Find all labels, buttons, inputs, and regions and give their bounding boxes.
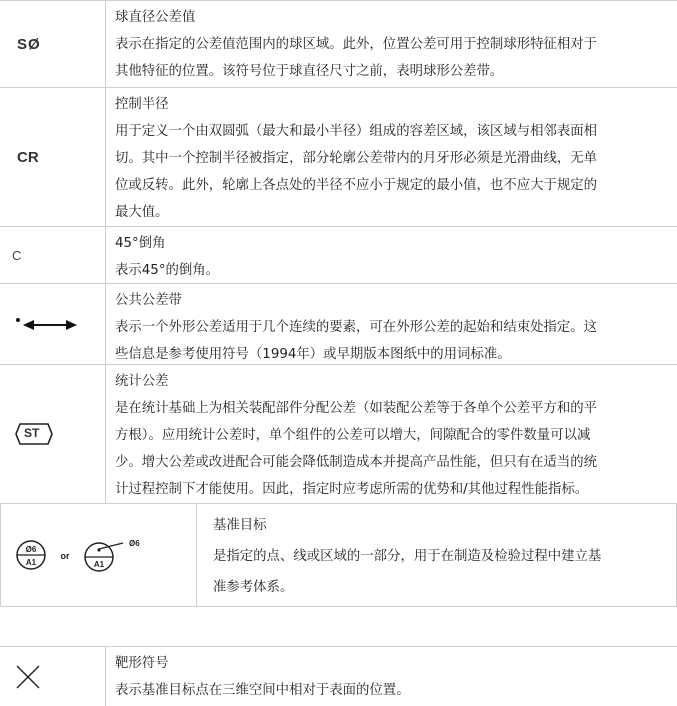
row-line: 方根）。应用统计公差时，单个组件的公差可以增大，间隙配合的零件数量可以减 [115, 428, 591, 443]
row-title: 靶形符号 [115, 656, 169, 671]
row-line: 少。增大公差或改进配合可能会降低制造成本并提高产品性能，但只有在适当的统 [115, 455, 598, 470]
symbol-cell [0, 1, 106, 87]
table-row [0, 364, 677, 503]
chamfer-symbol: C [12, 247, 22, 263]
datum-left-label: A1 [25, 558, 37, 567]
row-title: 基准目标 [213, 518, 267, 533]
row-line: 准参考体系。 [213, 580, 294, 595]
row-line: 位或反转。此外，轮廓上各点处的半径不应小于规定的最小值，也不应大于规定的 [115, 178, 598, 193]
symbol-cell [1, 504, 197, 606]
datum-left-value: Ø6 [25, 545, 37, 554]
description-cell [115, 230, 673, 284]
description-cell [115, 368, 673, 503]
table-row [0, 87, 677, 226]
description-cell [115, 650, 673, 704]
row-title: 45°倒角 [115, 236, 166, 251]
datum-target-icon [11, 535, 161, 575]
row-line: 表示在指定的公差值范围内的球区域。此外，位置公差可用于控制球形特征相对于 [115, 37, 598, 52]
symbol-cell [0, 227, 106, 283]
row-line: 切。其中一个控制半径被指定，部分轮廓公差带内的月牙形必须是光滑曲线，无单 [115, 151, 598, 166]
controlled-radius-symbol: CR [17, 148, 39, 166]
symbol-cell [0, 284, 106, 364]
row-line: 是在统计基础上为相关装配部件分配公差（如装配公差等于各单个公差平方和的平 [115, 401, 598, 416]
row-line: 些信息是参考使用符号（1994年）或早期版本图纸中的用词标准。 [115, 347, 511, 362]
row-line: 用于定义一个由双圆弧（最大和最小半径）组成的容差区域，该区域与相邻表面相 [115, 124, 598, 139]
row-line: 表示45°的倒角。 [115, 263, 220, 278]
table-row [0, 0, 677, 87]
row-title: 公共公差带 [115, 293, 182, 308]
row-title: 统计公差 [115, 374, 169, 389]
symbol-cell [0, 647, 106, 706]
table-row [0, 646, 677, 706]
description-cell [115, 91, 673, 226]
datum-or-label: or [60, 551, 70, 561]
description-cell [115, 287, 673, 368]
row-line: 表示一个外形公差适用于几个连续的要素，可在外形公差的起始和结束处指定。这 [115, 320, 598, 335]
symbol-cell [0, 88, 106, 226]
row-line: 是指定的点、线或区域的一部分，用于在制造及检验过程中建立基 [213, 549, 602, 564]
row-line: 表示基准目标点在三维空间中相对于表面的位置。 [115, 683, 410, 698]
row-title: 球直径公差值 [115, 10, 196, 25]
statistical-tolerance-label: ST [24, 426, 40, 440]
table-row [0, 226, 677, 283]
row-line: 最大值。 [115, 205, 169, 220]
row-line: 计过程控制下才能使用。因此，指定时应考虑所需的优势和/其他过程性能指标。 [115, 482, 589, 497]
sphere-diameter-symbol: SØ [17, 35, 41, 53]
symbol-cell [0, 365, 106, 503]
table-row [0, 283, 677, 364]
datum-right-value: Ø6 [129, 539, 140, 548]
datum-right-label: A1 [93, 560, 105, 569]
row-line: 其他特征的位置。该符号位于球直径尺寸之前，表明球形公差带。 [115, 64, 504, 79]
cross-target-icon [13, 662, 43, 692]
double-arrow-icon [14, 314, 84, 334]
description-cell [213, 510, 672, 603]
description-cell [115, 4, 673, 85]
table-row [0, 503, 677, 607]
row-title: 控制半径 [115, 97, 169, 112]
